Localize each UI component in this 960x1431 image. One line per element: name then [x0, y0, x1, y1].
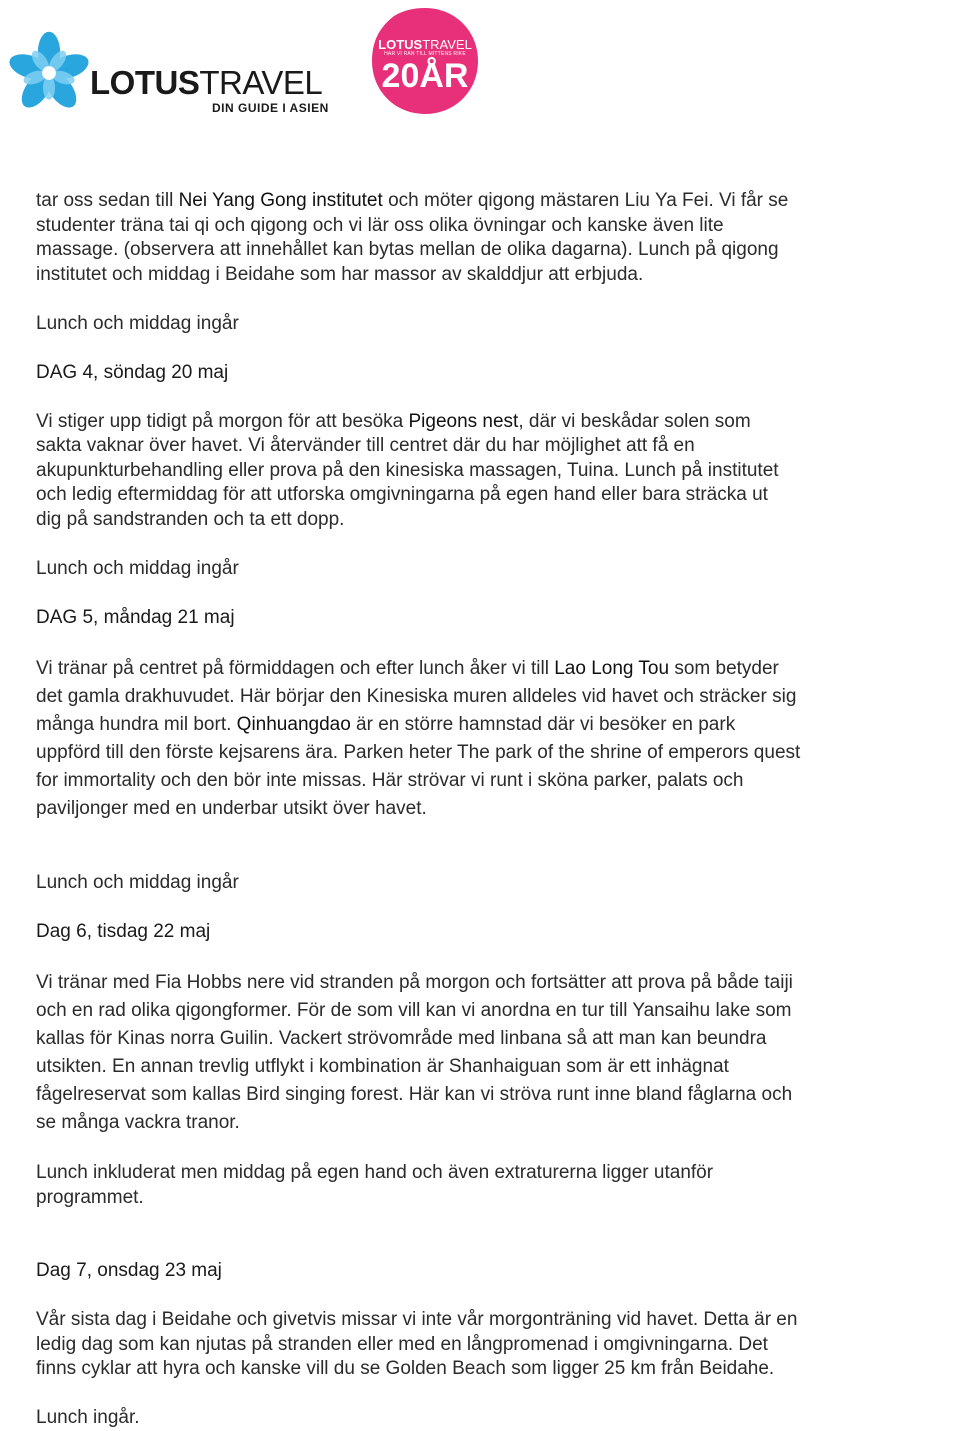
day5-paragraph [36, 655, 960, 823]
logo-brand-bold: LOTUS [90, 64, 200, 101]
day-heading: DAG 5, måndag 21 maj [36, 606, 235, 628]
lotus-flower-icon [6, 30, 92, 116]
text-line: och en rad olika qigongformer. För de som vill kan vi anordna en tur till Yansaihu lake som [36, 999, 792, 1021]
text-line: utsikten. En annan trevlig utflykt i kombination är Shanhaiguan som är ett inhägnat [36, 1055, 729, 1077]
day-heading: DAG 4, söndag 20 maj [36, 361, 229, 383]
text-line: se många vackra tranor. [36, 1111, 240, 1133]
text-line: for immortality och den bör inte missas. Här strövar vi runt i sköna parker, palats och [36, 769, 744, 791]
text-line: kallas för Kinas norra Guilin. Vackert strövområde med linbana så att man kan beundra [36, 1027, 767, 1049]
text-line: finns cyklar att hyra och kanske vill du se Golden Beach som ligger 25 km från Beidahe. [36, 1358, 775, 1379]
badge-brand-bold: LOTUS [378, 37, 423, 52]
text-line: Vår sista dag i Beidahe och givetvis missar vi inte vår morgonträning vid havet. Detta är en [36, 1309, 798, 1330]
text-line: dig på sandstranden och ta ett dopp. [36, 508, 345, 530]
logo-brand-thin: TRAVEL [199, 64, 323, 101]
text-line [36, 189, 960, 214]
text-line: Lunch inkluderat men middag på egen hand och även extraturerna ligger utanför [36, 1162, 714, 1183]
text-line: programmet. [36, 1186, 144, 1208]
text-line: ledig dag som kan njutas på stranden eller med en långpromenad i omgivningarna. Det [36, 1333, 768, 1355]
meals-note: Lunch och middag ingår [36, 557, 239, 579]
text-line [36, 410, 960, 435]
text-line: massage. (observera att innehållet kan bytas mellan de olika dagarna). Lunch på qigong [36, 239, 779, 260]
place-name: Lao Long Tou [554, 657, 670, 679]
text-line: paviljonger med en underbar utsikt över havet. [36, 797, 427, 819]
day4-paragraph [36, 410, 960, 533]
text-span: och möter qigong mästaren Liu Ya Fei. Vi får se [382, 190, 789, 211]
text-line: sakta vaknar över havet. Vi återvänder till centret där du har möjlighet att få en [36, 435, 695, 456]
place-name: Pigeons nest [408, 410, 519, 432]
text-span: många hundra mil bort. [36, 713, 237, 735]
meals-note: Lunch och middag ingår [36, 312, 239, 334]
text-span: Vi tränar på centret på förmiddagen och efter lunch åker vi till [36, 657, 555, 679]
meals-note: Lunch och middag ingår [36, 871, 239, 893]
anniversary-badge [370, 6, 480, 116]
place-name: Nei Yang Gong institutet [178, 190, 383, 211]
logo-wordmark [90, 66, 322, 99]
badge-brand-thin: TRAVEL [422, 37, 472, 52]
text-span: , där vi beskådar solen som [518, 410, 751, 432]
text-line: det gamla drakhuvudet. Här börjar den Kinesiska muren alldeles vid havet och sträcker sig [36, 685, 797, 707]
day7-paragraph [36, 1308, 960, 1382]
place-name: Qinhuangdao [236, 713, 351, 735]
lotus-travel-logo [6, 30, 346, 120]
text-line: akupunkturbehandling eller prova på den kinesiska massagen, Tuina. Lunch på institutet [36, 459, 779, 481]
text-span: som betyder [669, 657, 779, 679]
day6-paragraph [36, 969, 960, 1137]
page-header [0, 0, 960, 130]
text-line: Vi tränar med Fia Hobbs nere vid stranden på morgon och fortsätter att prova på både taiji [36, 971, 793, 993]
text-line: studenter träna tai qi och qigong och vi lär oss olika övningar och kanske även lite [36, 214, 724, 236]
meals-note: Lunch ingår. [36, 1407, 140, 1428]
badge-subtitle: HAR VI RAN TILL MITTENS RIKE [384, 51, 466, 57]
meals-note [36, 1161, 960, 1210]
text-line [36, 711, 960, 739]
text-span: Vi stiger upp tidigt på morgon för att besöka [36, 410, 409, 432]
text-line: fågelreservat som kallas Bird singing forest. Här kan vi ströva runt inne bland fåglarna och [36, 1083, 793, 1105]
badge-years: 20ÅR [381, 57, 469, 95]
text-line: institutet och middag i Beidahe som har massor av skalddjur att erbjuda. [36, 263, 644, 285]
text-line: uppförd till den förste kejsarens ära. Parken heter The park of the shrine of emperors quest [36, 741, 801, 763]
text-line [36, 655, 960, 683]
itinerary-content [36, 189, 960, 1431]
text-span: är en större hamnstad där vi besöker en park [350, 713, 736, 735]
day-heading: Dag 7, onsdag 23 maj [36, 1260, 222, 1281]
day-heading: Dag 6, tisdag 22 maj [36, 920, 211, 942]
text-span: tar oss sedan till [36, 190, 179, 211]
intro-paragraph [36, 189, 960, 287]
logo-tagline: DIN GUIDE I ASIEN [212, 101, 329, 115]
badge-brand [370, 38, 480, 51]
text-line: och ledig eftermiddag för att utforska omgivningarna på egen hand eller bara sträcka ut [36, 484, 768, 505]
